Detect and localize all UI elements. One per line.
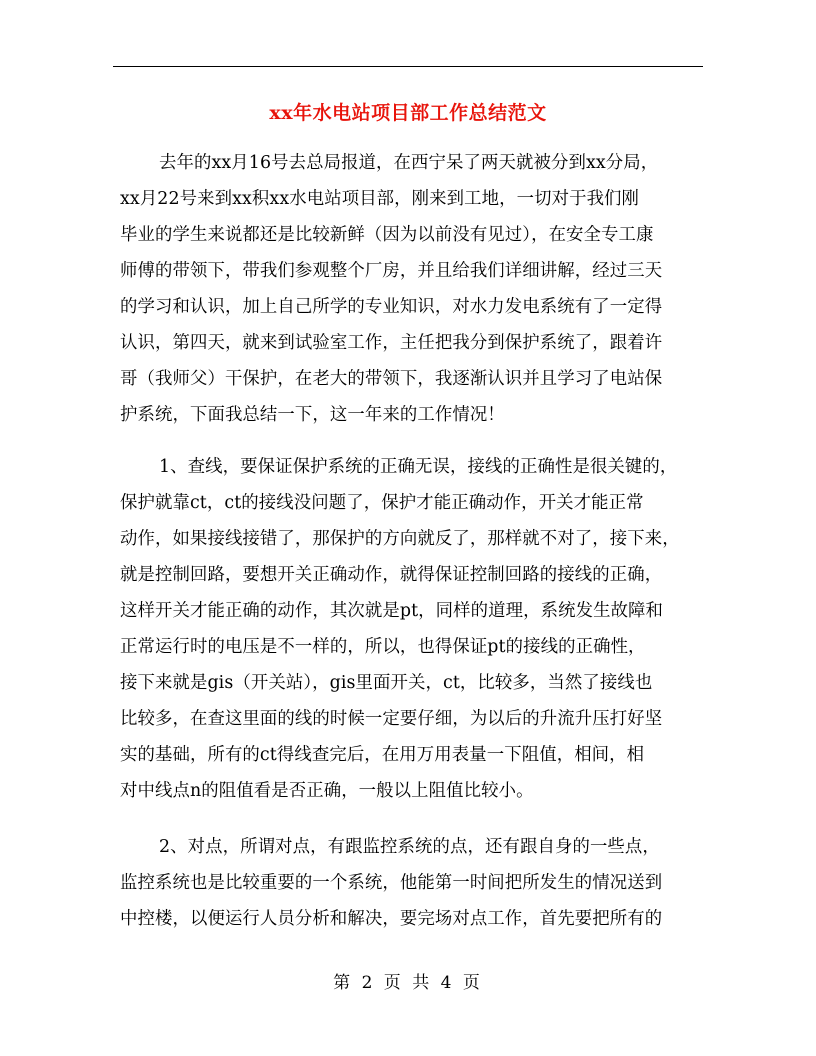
- paragraph-line: 对中线点n的阻值看是否正确，一般以上阻值比较小。: [120, 781, 534, 801]
- paragraph-line: 认识，第四天，就来到试验室工作，主任把我分到保护系统了，跟着许: [120, 333, 663, 353]
- paragraph-line: 的学习和认识，加上自己所学的专业知识，对水力发电系统有了一定得: [120, 297, 663, 317]
- paragraph-line: 去年的xx月16号去总局报道，在西宁呆了两天就被分到xx分局，: [159, 153, 659, 173]
- paragraph-line: 2、对点，所谓对点，有跟监控系统的点，还有跟自身的一些点，: [159, 837, 660, 857]
- paragraph-line: xx月22号来到xx积xx水电站项目部，刚来到工地，一切对于我们刚: [120, 189, 640, 209]
- paragraph-line: 1、查线，要保证保护系统的正确无误，接线的正确性是很关键的，: [159, 457, 678, 477]
- paragraph-line: 哥（我师父）干保护，在老大的带领下，我逐渐认识并且学习了电站保: [120, 369, 663, 389]
- paragraph-line: 中控楼，以便运行人员分析和解决，要完场对点工作，首先要把所有的: [120, 909, 663, 929]
- paragraph-line: 这样开关才能正确的动作，其次就是pt，同样的道理，系统发生故障和: [120, 601, 664, 621]
- paragraph-line: 保护就靠ct，ct的接线没问题了，保护才能正确动作，开关才能正常: [120, 493, 644, 513]
- paragraph-line: 监控系统也是比较重要的一个系统，他能第一时间把所发生的情况送到: [120, 873, 663, 893]
- paragraph-line: 师傅的带领下，带我们参观整个厂房，并且给我们详细讲解，经过三天: [120, 261, 663, 281]
- paragraph-line: 实的基础，所有的ct得线查完后，在用万用表量一下阻值，相间，相: [120, 745, 645, 765]
- paragraph-line: 比较多，在查这里面的线的时候一定要仔细，为以后的升流升压打好坚: [120, 709, 663, 729]
- paragraph-line: 护系统，下面我总结一下，这一年来的工作情况！: [120, 405, 505, 425]
- paragraph-line: 毕业的学生来说都还是比较新鲜（因为以前没有见过），在安全专工康: [120, 225, 654, 245]
- paragraph-line: 动作，如果接线接错了，那保护的方向就反了，那样就不对了，接下来，: [120, 529, 680, 549]
- paragraph-line: 正常运行时的电压是不一样的，所以，也得保证pt的接线的正确性，: [120, 637, 646, 657]
- paragraph-line: 接下来就是gis（开关站），gis里面开关，ct，比较多，当然了接线也: [120, 673, 653, 693]
- header-rule: [113, 66, 703, 67]
- page-number-footer: 第 2 页 共 4 页: [333, 973, 483, 993]
- document-title: xx年水电站项目部工作总结范文: [269, 102, 547, 124]
- paragraph-line: 就是控制回路，要想开关正确动作，就得保证控制回路的接线的正确，: [120, 565, 663, 585]
